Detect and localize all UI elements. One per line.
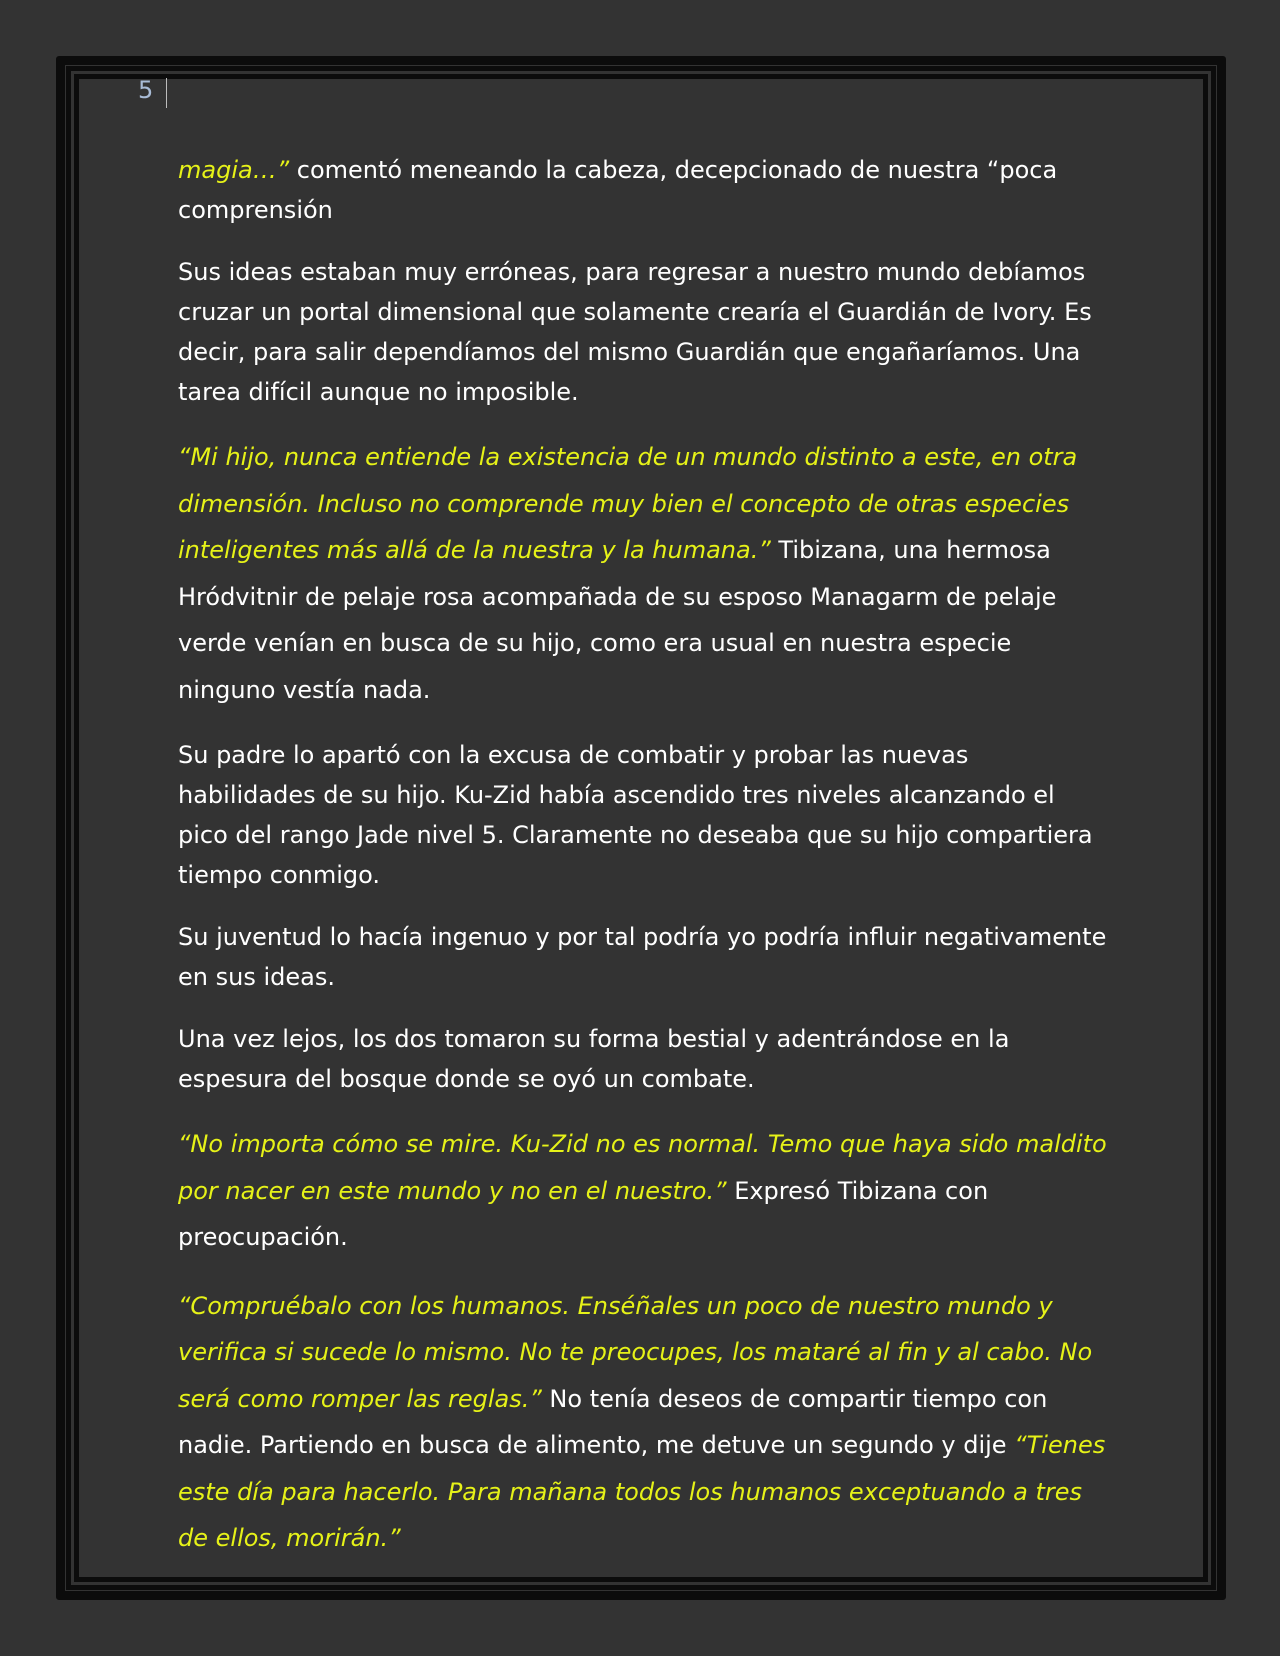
paragraph-4 [178, 735, 1108, 895]
page-body [178, 150, 1108, 1584]
paragraph-2 [178, 252, 1108, 412]
paragraph-8 [178, 1283, 1108, 1562]
dialog-fragment: magia…” [178, 156, 290, 184]
paragraph-7 [178, 1121, 1108, 1261]
narration-text: Tibizana, una hermosa Hródvitnir de pelaje rosa acompañada de su esposo Managarm de pelaje verde venían en busca de su hijo, como era usual en nuestra especie ninguno vestía nada. [178, 536, 1057, 704]
paragraph-6 [178, 1019, 1108, 1099]
narration-text: Expresó Tibizana con preocupación. [178, 1176, 989, 1251]
page-number-divider [166, 78, 167, 108]
paragraph-1 [178, 150, 1108, 230]
page-number: 5 [138, 76, 154, 104]
narration-text: Su padre lo apartó con la excusa de combatir y probar las nuevas habilidades de su hijo. Ku-Zid había ascendido tres niveles alcanzando el pico del rango Jade nivel 5. Claramente no deseaba que su hijo compartiera tiempo conmigo. [178, 741, 1093, 889]
dialog-text: “Tienes este día para hacerlo. Para mañana todos los humanos exceptuando a tres de ellos, morirán.” [178, 1431, 1106, 1552]
narration-text: Una vez lejos, los dos tomaron su forma bestial y adentrándose en la espesura del bosque donde se oyó un combate. [178, 1025, 1010, 1093]
narration-text: Su juventud lo hacía ingenuo y por tal podría yo podría influir negativamente en sus ideas. [178, 923, 1107, 991]
paragraph-3 [178, 434, 1108, 713]
paragraph-5 [178, 917, 1108, 997]
narration-text: Sus ideas estaban muy erróneas, para regresar a nuestro mundo debíamos cruzar un portal dimensional que solamente crearía el Guardián de Ivory. Es decir, para salir dependíamos del mismo Guardián que engañaríamos. Una tarea difícil aunque no imposible. [178, 258, 1092, 406]
dialog-text: “Mi hijo, nunca entiende la existencia de un mundo distinto a este, en otra dimensión. Incluso no comprende muy bien el concepto de otras especies inteligentes más allá de la nuestra y la humana.” [178, 443, 1078, 564]
dialog-text: “No importa cómo se mire. Ku-Zid no es normal. Temo que haya sido maldito por nacer en este mundo y no en el nuestro.” [178, 1130, 1107, 1205]
narration-text: comentó meneando la cabeza, decepcionado de nuestra “poca comprensión [178, 156, 1058, 224]
dialog-text: “Compruébalo con los humanos. Enséñales un poco de nuestro mundo y verifica si sucede lo mismo. No te preocupes, los mataré al fin y al cabo. No será como romper las reglas.” [178, 1291, 1093, 1413]
narration-text: No tenía deseos de compartir tiempo con nadie. Partiendo en busca de alimento, me detuve un segundo y dije [178, 1384, 1048, 1459]
